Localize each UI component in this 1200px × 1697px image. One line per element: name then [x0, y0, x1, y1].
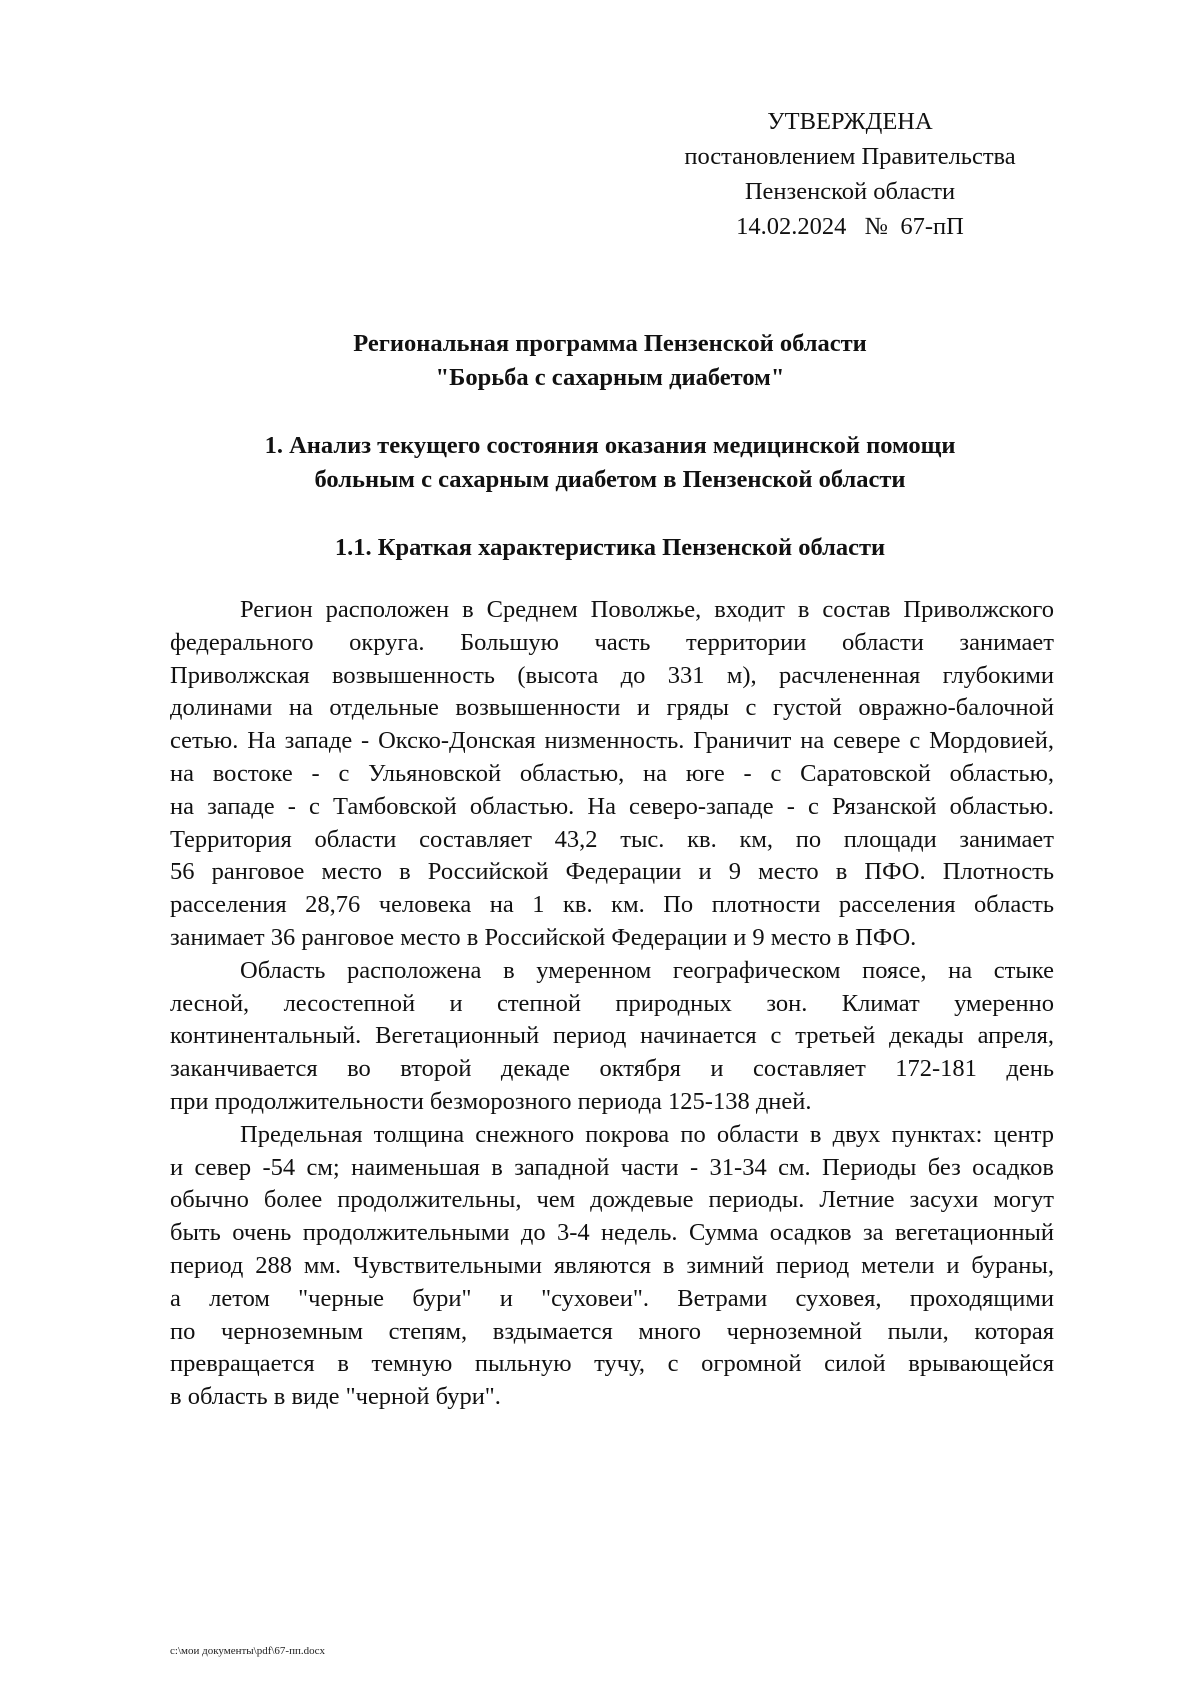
- approval-block: [650, 104, 1050, 244]
- section-heading-line: больным с сахарным диабетом в Пензенской области: [314, 466, 906, 493]
- text-line: в область в виде "черной бури".: [170, 1383, 501, 1411]
- text-line: занимает 36 ранговое место в Российской Федерации и 9 место в ПФО.: [170, 923, 917, 951]
- text-line: быть очень продолжительными до 3-4 недель. Сумма осадков за вегетационный: [170, 1219, 1054, 1247]
- text-line: Область расположена в умеренном географическом поясе, на стыке: [240, 956, 1054, 984]
- paragraph: [170, 955, 1054, 1119]
- paragraph: [170, 594, 1054, 955]
- text-line: расселения 28,76 человека на 1 кв. км. По плотности расселения область: [170, 891, 1054, 919]
- text-line: континентальный. Вегетационный период начинается с третьей декады апреля,: [170, 1022, 1054, 1050]
- text-line: на востоке - с Ульяновской областью, на юге - с Саратовской областью,: [170, 759, 1054, 787]
- text-line: 56 ранговое место в Российской Федерации и 9 место в ПФО. Плотность: [170, 858, 1054, 886]
- text-line: заканчивается во второй декаде октября и составляет 172-181 день: [170, 1055, 1054, 1083]
- text-line: Территория области составляет 43,2 тыс. кв. км, по площади занимает: [170, 825, 1054, 853]
- text-line: на западе - с Тамбовской областью. На северо-западе - с Рязанской областью.: [170, 792, 1054, 820]
- text-line: Регион расположен в Среднем Поволжье, входит в состав Приволжского: [240, 596, 1054, 623]
- text-line: превращается в темную пыльную тучу, с огромной силой врывающейся: [170, 1350, 1054, 1378]
- text-line: сетью. На западе - Окско-Донская низменность. Граничит на севере с Мордовией,: [170, 727, 1054, 755]
- text-line: и север -54 см; наименьшая в западной части - 31-34 см. Периоды без осадков: [170, 1153, 1054, 1181]
- text-line: Предельная толщина снежного покрова по области в двух пунктах: центр: [240, 1120, 1054, 1148]
- approval-date-number: 14.02.2024 № 67-пП: [736, 213, 964, 240]
- text-line: период 288 мм. Чувствительными являются в зимний период метели и бураны,: [170, 1251, 1054, 1279]
- section-heading-1-1: 1.1. Краткая характеристика Пензенской области: [334, 534, 886, 561]
- body-text: [170, 594, 1054, 1414]
- text-line: при продолжительности безморозного периода 125-138 дней.: [170, 1087, 812, 1115]
- section-heading-line: 1. Анализ текущего состояния оказания медицинской помощи: [264, 432, 956, 459]
- text-line: долинами на отдельные возвышенности и гряды с густой овражно-балочной: [170, 694, 1054, 722]
- text-line: лесной, лесостепной и степной природных зон. Климат умеренно: [170, 989, 1054, 1017]
- text-line: обычно более продолжительны, чем дождевые периоды. Летние засухи могут: [170, 1186, 1054, 1214]
- approval-status: УТВЕРЖДЕНА: [767, 108, 933, 135]
- approval-region: Пензенской области: [744, 178, 956, 205]
- text-line: Приволжская возвышенность (высота до 331 м), расчлененная глубокими: [170, 661, 1054, 689]
- section-heading-1: [170, 429, 1050, 497]
- document-title-line: "Борьба с сахарным диабетом": [435, 364, 785, 391]
- file-path-footer: c:\мои документы\pdf\67-пп.docx: [170, 1645, 326, 1657]
- text-line: а летом "черные бури" и "суховеи". Ветрами суховея, проходящими: [170, 1284, 1054, 1312]
- paragraph: [170, 1119, 1054, 1414]
- text-line: по черноземным степям, вздымается много черноземной пыли, которая: [170, 1317, 1054, 1345]
- approval-issuer: постановлением Правительства: [684, 143, 1016, 170]
- document-title-line: Региональная программа Пензенской области: [353, 330, 867, 357]
- document-title: [170, 327, 1050, 395]
- text-line: федерального округа. Большую часть территории области занимает: [170, 628, 1054, 656]
